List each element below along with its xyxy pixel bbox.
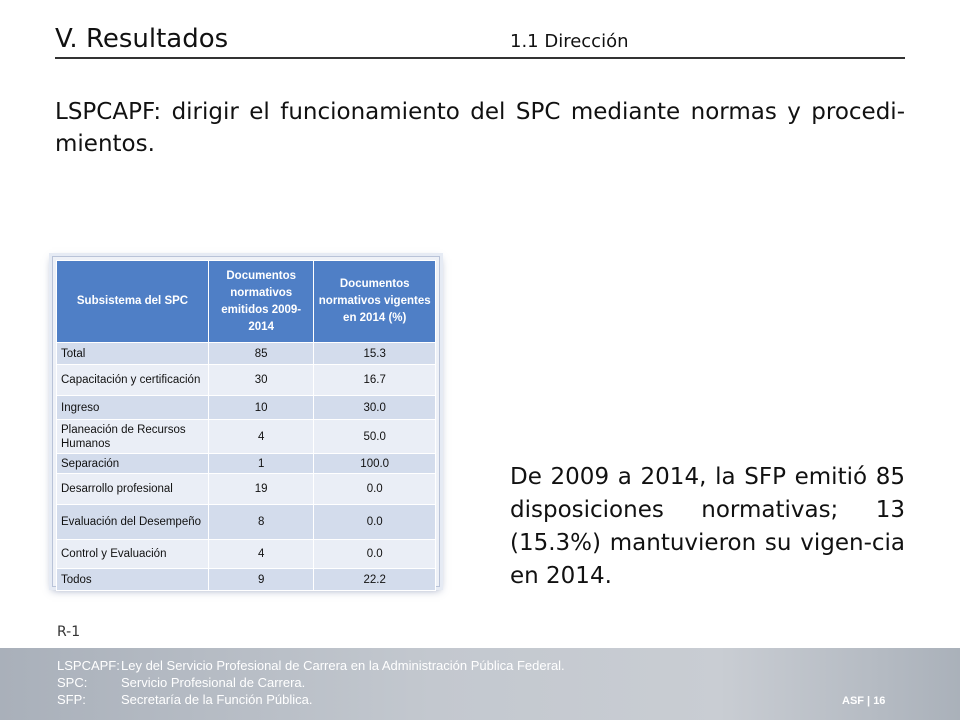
row-valid: 0.0 xyxy=(314,540,436,569)
glossary-definition: Servicio Profesional de Carrera. xyxy=(121,675,306,690)
results-table-frame xyxy=(52,256,440,587)
row-label: Evaluación del Desempeño xyxy=(57,505,209,540)
table-row xyxy=(57,420,436,454)
row-issued: 1 xyxy=(209,454,314,474)
glossary-abbr: LSPCAPF: xyxy=(57,658,120,673)
row-issued: 19 xyxy=(209,474,314,505)
row-label: Todos xyxy=(57,569,209,591)
row-label: Planeación de Recursos Humanos xyxy=(57,420,209,454)
row-issued: 85 xyxy=(209,343,314,365)
row-label: Total xyxy=(57,343,209,365)
column-header-valid: Documentos normativos vigentes en 2014 (%) xyxy=(314,261,436,343)
table-row xyxy=(57,569,436,591)
glossary-abbr: SFP: xyxy=(57,692,86,707)
row-valid: 15.3 xyxy=(314,343,436,365)
row-issued: 30 xyxy=(209,365,314,396)
row-valid: 30.0 xyxy=(314,396,436,420)
column-header-issued: Documentos normativos emitidos 2009-2014 xyxy=(209,261,314,343)
table-header-row xyxy=(57,261,436,343)
row-label: Control y Evaluación xyxy=(57,540,209,569)
row-issued: 4 xyxy=(209,420,314,454)
slide-header-subtitle: 1.1 Dirección xyxy=(510,31,629,52)
table-row xyxy=(57,454,436,474)
row-issued: 9 xyxy=(209,569,314,591)
glossary-item xyxy=(57,691,565,708)
row-label: Ingreso xyxy=(57,396,209,420)
row-issued: 10 xyxy=(209,396,314,420)
row-valid: 0.0 xyxy=(314,474,436,505)
slide-header-title: V. Resultados xyxy=(55,24,229,54)
headline-text: LSPCAPF: dirigir el funcionamiento del SPC mediante normas y procedi-mientos. xyxy=(55,99,905,157)
summary-text: De 2009 a 2014, la SFP emitió 85 disposiciones normativas; 13 (15.3%) mantuvieron su vigen-cia en 2014. xyxy=(510,464,905,589)
row-issued: 4 xyxy=(209,540,314,569)
table-row xyxy=(57,343,436,365)
glossary-definition: Ley del Servicio Profesional de Carrera en la Administración Pública Federal. xyxy=(121,658,565,673)
table-row xyxy=(57,365,436,396)
table-row xyxy=(57,396,436,420)
column-header-subsystem: Subsistema del SPC xyxy=(57,261,209,343)
row-label: Desarrollo profesional xyxy=(57,474,209,505)
table-row xyxy=(57,540,436,569)
table-row xyxy=(57,505,436,540)
row-valid: 0.0 xyxy=(314,505,436,540)
glossary-abbr: SPC: xyxy=(57,675,88,690)
page-number-label: ASF | 16 xyxy=(842,695,886,707)
row-valid: 22.2 xyxy=(314,569,436,591)
row-valid: 100.0 xyxy=(314,454,436,474)
row-label: Capacitación y certificación xyxy=(57,365,209,396)
glossary-item xyxy=(57,674,565,691)
reference-label: R-1 xyxy=(57,624,81,640)
glossary-definition: Secretaría de la Función Pública. xyxy=(121,692,313,707)
glossary xyxy=(57,657,565,708)
table-row xyxy=(57,474,436,505)
results-table xyxy=(56,260,436,591)
glossary-item xyxy=(57,657,565,674)
row-issued: 8 xyxy=(209,505,314,540)
row-valid: 16.7 xyxy=(314,365,436,396)
row-valid: 50.0 xyxy=(314,420,436,454)
row-label: Separación xyxy=(57,454,209,474)
header-divider xyxy=(55,57,905,59)
